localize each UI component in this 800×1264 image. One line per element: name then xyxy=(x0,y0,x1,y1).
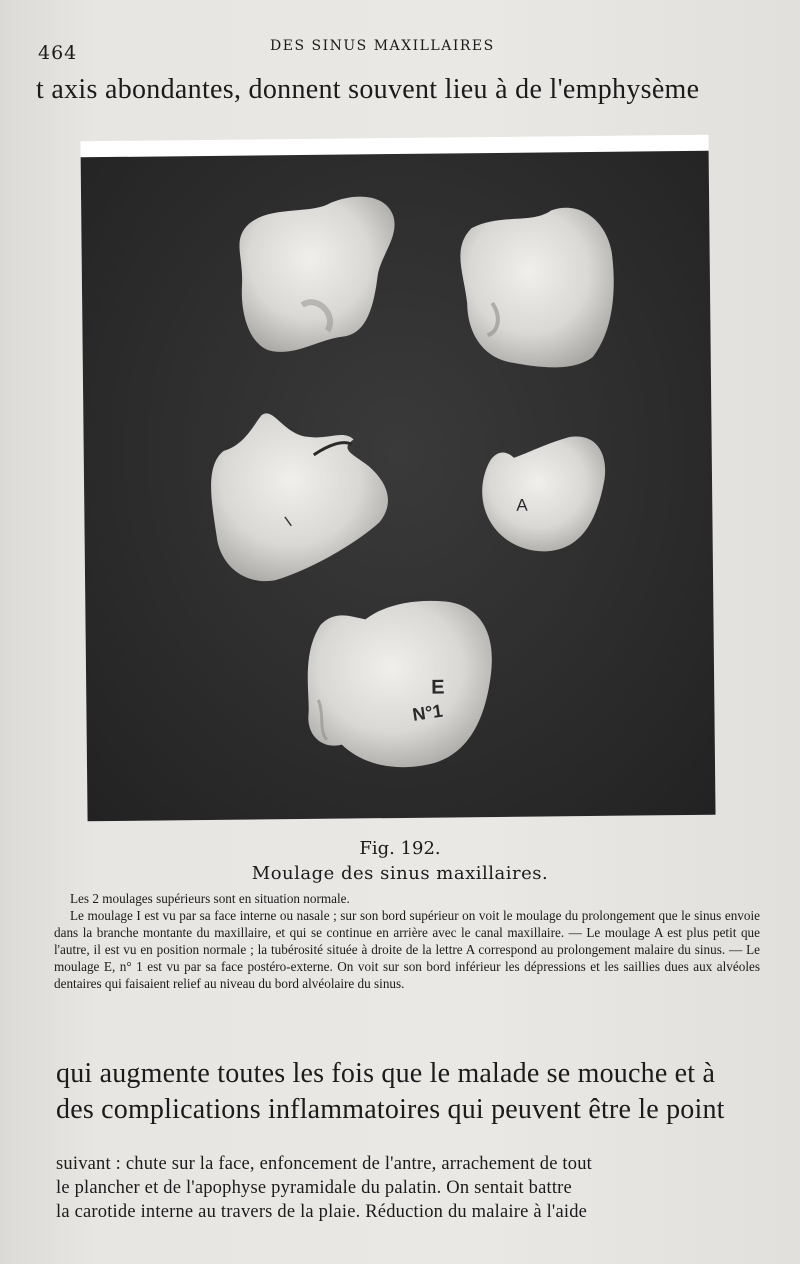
cast-top-right xyxy=(460,207,615,368)
cast-label-e-number: N°1 xyxy=(411,700,445,725)
figure-number: Fig. 192. xyxy=(359,838,441,859)
page-header xyxy=(38,38,760,62)
running-title: DES SINUS MAXILLAIRES xyxy=(270,38,495,54)
cast-i xyxy=(210,412,388,582)
cast-a xyxy=(482,436,606,552)
cast-e xyxy=(307,600,493,768)
figure-plate xyxy=(80,135,715,822)
body-text-small-3: la carotide interne au travers de la plaie. Réduction du malaire à l'aide xyxy=(56,1202,588,1222)
figure-title: Moulage des sinus maxillaires. xyxy=(251,863,549,884)
cast-label-a: A xyxy=(516,495,528,515)
page-number: 464 xyxy=(38,42,78,64)
body-text-large-2: des complications inflammatoires qui peuvent être le point xyxy=(56,1094,725,1125)
figure-caption xyxy=(54,890,760,992)
figure-photograph xyxy=(81,151,716,822)
body-text-small-1: suivant : chute sur la face, enfoncement de l'antre, arrachement de tout xyxy=(56,1154,593,1174)
body-text-top: t axis abondantes, donnent souvent lieu à de l'emphysème xyxy=(36,74,700,105)
caption-line-2: Le moulage I est vu par sa face interne ou nasale ; sur son bord supérieur on voit le moulage du prolongement que le sinus envoie dans la branche montante du maxillaire, et qui se continue en arrière avec le canal maxillaire. — Le moulage A est plus petit que l'autre, il est vu en position normale ; la tubérosité située à droite de la lettre A correspond au prolongement malaire du sinus. — Le moulage E, n° 1 est vu par sa face postéro-externe. On voit sur son bord inférieur les dépressions et les saillies dues aux alvéoles dentaires qui faisaient relief au niveau du bord alvéolaire du sinus. xyxy=(54,908,760,991)
cast-label-e: E xyxy=(431,676,445,699)
caption-line-1: Les 2 moulages supérieurs sont en situation normale. xyxy=(70,891,350,906)
body-text-small-2: le plancher et de l'apophyse pyramidale du palatin. On sentait battre xyxy=(56,1178,572,1198)
body-text-large-1: qui augmente toutes les fois que le malade se mouche et à xyxy=(56,1058,716,1089)
cast-top-left xyxy=(239,196,396,352)
cast-label-i: I xyxy=(281,513,296,531)
sinus-casts-illustration xyxy=(81,151,716,822)
